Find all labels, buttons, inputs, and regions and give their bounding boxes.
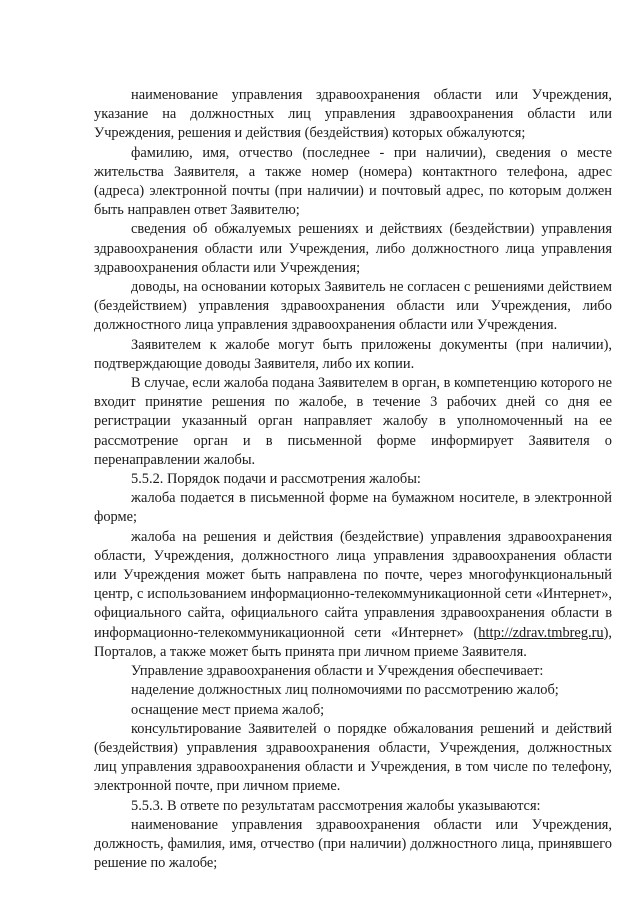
paragraph: В случае, если жалоба подана Заявителем в орган, в компетенцию которого не входит принятие решения по жалобе, в течение 3 рабочих дней со дня ее регистрации указанный орган направляет жалобу в уполномоченный на ее рассмотрение орган и в письменной форме информирует Заявителя о перенаправлении жалобы. [94,375,612,468]
section-heading: 5.5.2. Порядок подачи и рассмотрения жалобы: [131,471,421,488]
paragraph: наименование управления здравоохранения области или Учреждения, должность, фамилия, имя, отчество (при наличии) должностного лица, принявшего решение по жалобе; [94,816,612,872]
paragraph-text-after-link: ), Порталов, а также может быть принята при личном приеме Заявителя. [94,624,612,660]
paragraph-with-link [94,528,612,662]
paragraph: Заявителем к жалобе могут быть приложены документы (при наличии), подтверждающие доводы Заявителя, либо их копии. [94,336,612,372]
paragraph: жалоба подается в письменной форме на бумажном носителе, в электронной форме; [94,490,612,526]
document-body [94,86,612,873]
section-heading: 5.5.3. В ответе по результатам рассмотрения жалобы указываются: [131,797,541,814]
paragraph-text-before-link: жалоба на решения и действия (бездействие) управления здравоохранения области, Учреждения, должностного лица управления здравоохранения области или Учреждения может быть направлена по почте, через многофункциональный центр, с использованием информационно-телекоммуникационной сети «Интернет», официального сайта, официального сайта управления здравоохранения области в информационно-телекоммуникационной сети «Интернет» ( [94,528,612,641]
paragraph: наименование управления здравоохранения области или Учреждения, указание на должностных лиц управления здравоохранения области или Учреждения, решения и действия (бездействия) которых обжалуются; [94,87,612,142]
paragraph: доводы, на основании которых Заявитель не согласен с решениями действием (бездействием) управления здравоохранения области или Учреждения, либо должностного лица управления здравоохранения области или Учреждения. [94,279,612,334]
website-link[interactable]: http://zdrav.tmbreg.ru [478,624,604,641]
paragraph: оснащение мест приема жалоб; [131,701,325,718]
paragraph: наделение должностных лиц полномочиями по рассмотрению жалоб; [131,682,559,699]
paragraph: сведения об обжалуемых решениях и действиях (бездействии) управления здравоохранения области или Учреждения, либо должностного лица управления здравоохранения области или Учреждения; [94,221,612,276]
paragraph: консультирование Заявителей о порядке обжалования решений и действий (бездействия) управления здравоохранения области, Учреждения, должностных лиц управления здравоохранения области и Учреждения, в том числе по телефону, электронной почте, при личном приеме. [94,720,612,795]
paragraph: Управление здравоохранения области и Учреждения обеспечивает: [131,663,544,680]
paragraph: фамилию, имя, отчество (последнее - при наличии), сведения о месте жительства Заявителя, а также номер (номера) контактного телефона, адрес (адреса) электронной почты (при наличии) и почтовый адрес, по которым должен быть направлен ответ Заявителю; [94,144,612,219]
